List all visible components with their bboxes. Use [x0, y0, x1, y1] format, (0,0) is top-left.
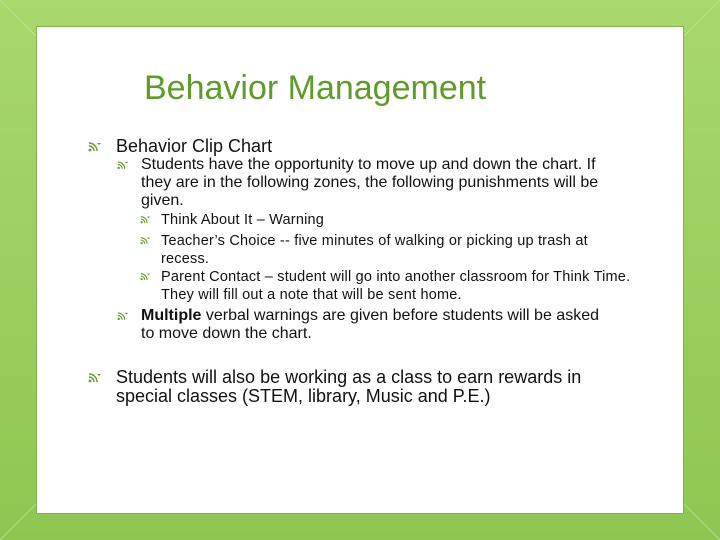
wifi-fan-bullet-icon — [140, 235, 151, 245]
bullet-text: Students will also be working as a class to earn rewards in special classes (STEM, library, Music and P.E.) — [116, 367, 582, 406]
bullet-text-rest: verbal warnings are given before students will be asked to move down the chart. — [141, 307, 599, 342]
bullet-behavior-clip-chart — [116, 137, 586, 156]
bullet-teachers-choice — [161, 232, 611, 268]
bullet-text: Parent Contact – student will go into another classroom for Think Time. They will fill out a note that will be sent home. — [161, 269, 631, 303]
bullet-text: Students have the opportunity to move up and down the chart. If they are in the following zones, the following punishments will be given. — [141, 156, 599, 209]
wifi-fan-bullet-icon — [88, 140, 102, 152]
bullet-text: Think About It – Warning — [161, 212, 325, 228]
bullet-parent-contact — [161, 268, 631, 304]
bullet-text — [141, 307, 611, 343]
bullet-text: Behavior Clip Chart — [116, 136, 273, 156]
slide-title: Behavior Management — [144, 69, 487, 107]
bullet-students-class-rewards — [116, 368, 596, 406]
wifi-fan-bullet-icon — [117, 310, 129, 321]
wifi-fan-bullet-icon — [140, 271, 151, 281]
bullet-multiple-warnings — [141, 307, 611, 343]
bullet-text-emphasis: Multiple — [141, 307, 202, 324]
wifi-fan-bullet-icon — [88, 371, 102, 383]
bullet-students-opportunity — [141, 156, 611, 210]
wifi-fan-bullet-icon — [117, 159, 129, 170]
wifi-fan-bullet-icon — [140, 214, 151, 224]
bullet-text: Teacher’s Choice -- five minutes of walking or picking up trash at recess. — [161, 233, 588, 267]
bullet-think-about-it — [161, 211, 621, 229]
